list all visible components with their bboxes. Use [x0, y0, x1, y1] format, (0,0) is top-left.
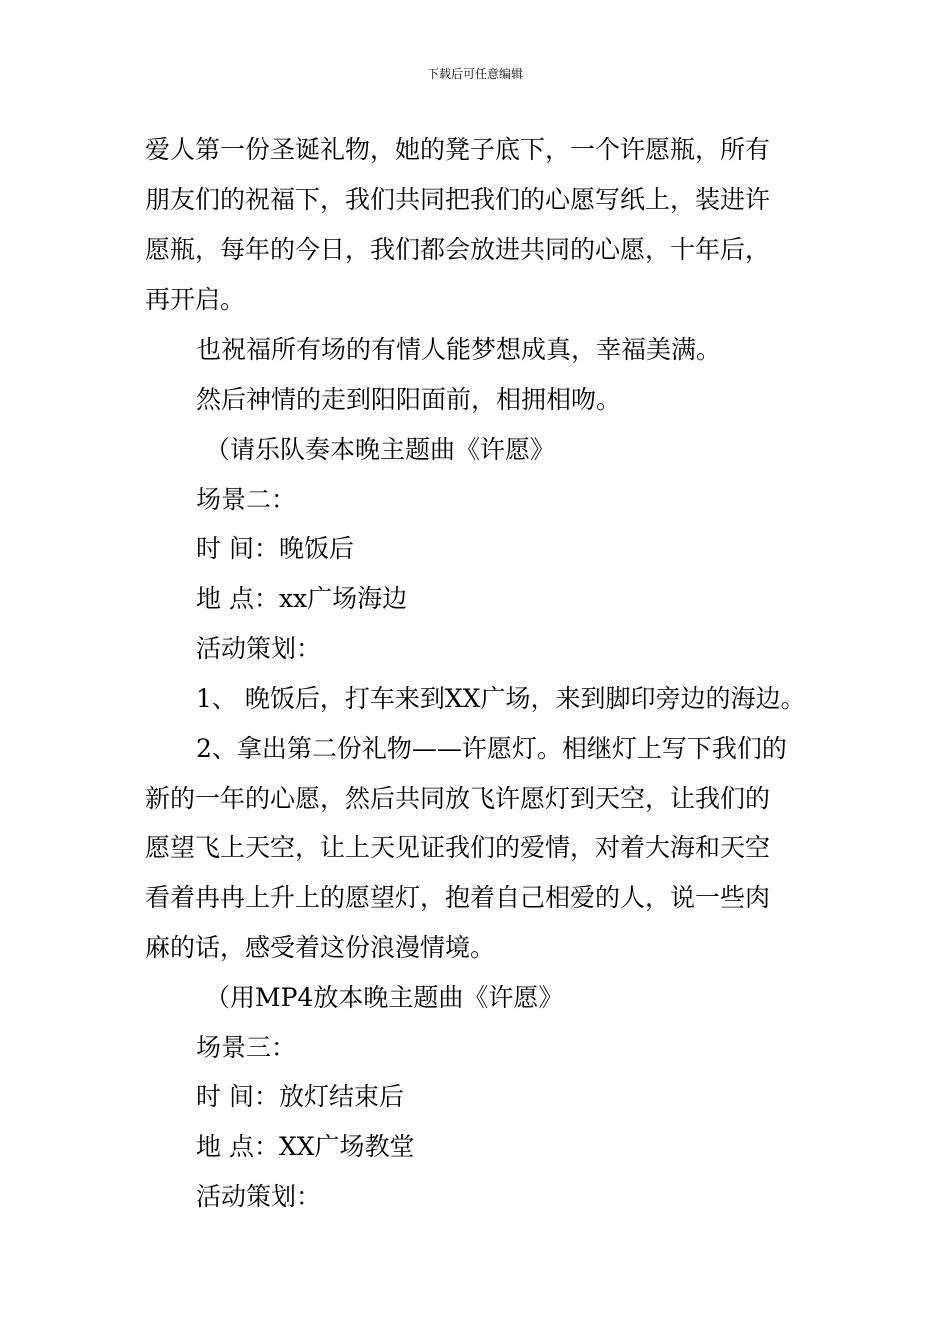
text-line: 活动策划：	[196, 1182, 322, 1211]
text-line: （请乐队奏本晚主题曲《许愿》	[205, 435, 556, 464]
text-line: 新的一年的心愿，然后共同放飞许愿灯到天空，让我们的	[145, 784, 771, 813]
text-line: 活动策划：	[196, 634, 322, 663]
page-header: 下载后可任意编辑	[426, 67, 523, 81]
text-line: 也祝福所有场的有情人能梦想成真，幸福美满。	[196, 335, 722, 364]
text-line: 时 间：放灯结束后	[196, 1082, 404, 1111]
text-line: 1、 晚饭后，打车来到XX广场，来到脚印旁边的海边。	[196, 684, 806, 713]
text-line: 麻的话，感受着这份浪漫情境。	[145, 933, 496, 962]
text-line: 2、拿出第二份礼物——许愿灯。相继灯上写下我们的	[196, 734, 787, 763]
text-line: 地 点：xx广场海边	[196, 584, 408, 613]
scene-heading: 场景二：	[196, 485, 297, 514]
text-line: 爱人第一份圣诞礼物，她的凳子底下，一个许愿瓶，所有	[145, 135, 771, 164]
scene-heading: 场景三：	[196, 1033, 297, 1062]
text-line: 朋友们的祝福下，我们共同把我们的心愿写纸上，装进许	[145, 185, 771, 214]
text-line: 看着冉冉上升上的愿望灯，抱着自己相爱的人，说一些肉	[145, 883, 771, 912]
text-line: 愿瓶，每年的今日，我们都会放进共同的心愿，十年后，	[145, 235, 771, 264]
text-line: （用MP4放本晚主题曲《许愿》	[205, 983, 564, 1012]
text-line: 再开启。	[145, 285, 246, 314]
text-line: 地 点：XX广场教堂	[196, 1132, 415, 1161]
text-line: 时 间：晚饭后	[196, 534, 354, 563]
text-line: 愿望飞上天空，让上天见证我们的爱情，对着大海和天空	[145, 833, 771, 862]
text-line: 然后神情的走到阳阳面前，相拥相吻。	[196, 385, 622, 414]
